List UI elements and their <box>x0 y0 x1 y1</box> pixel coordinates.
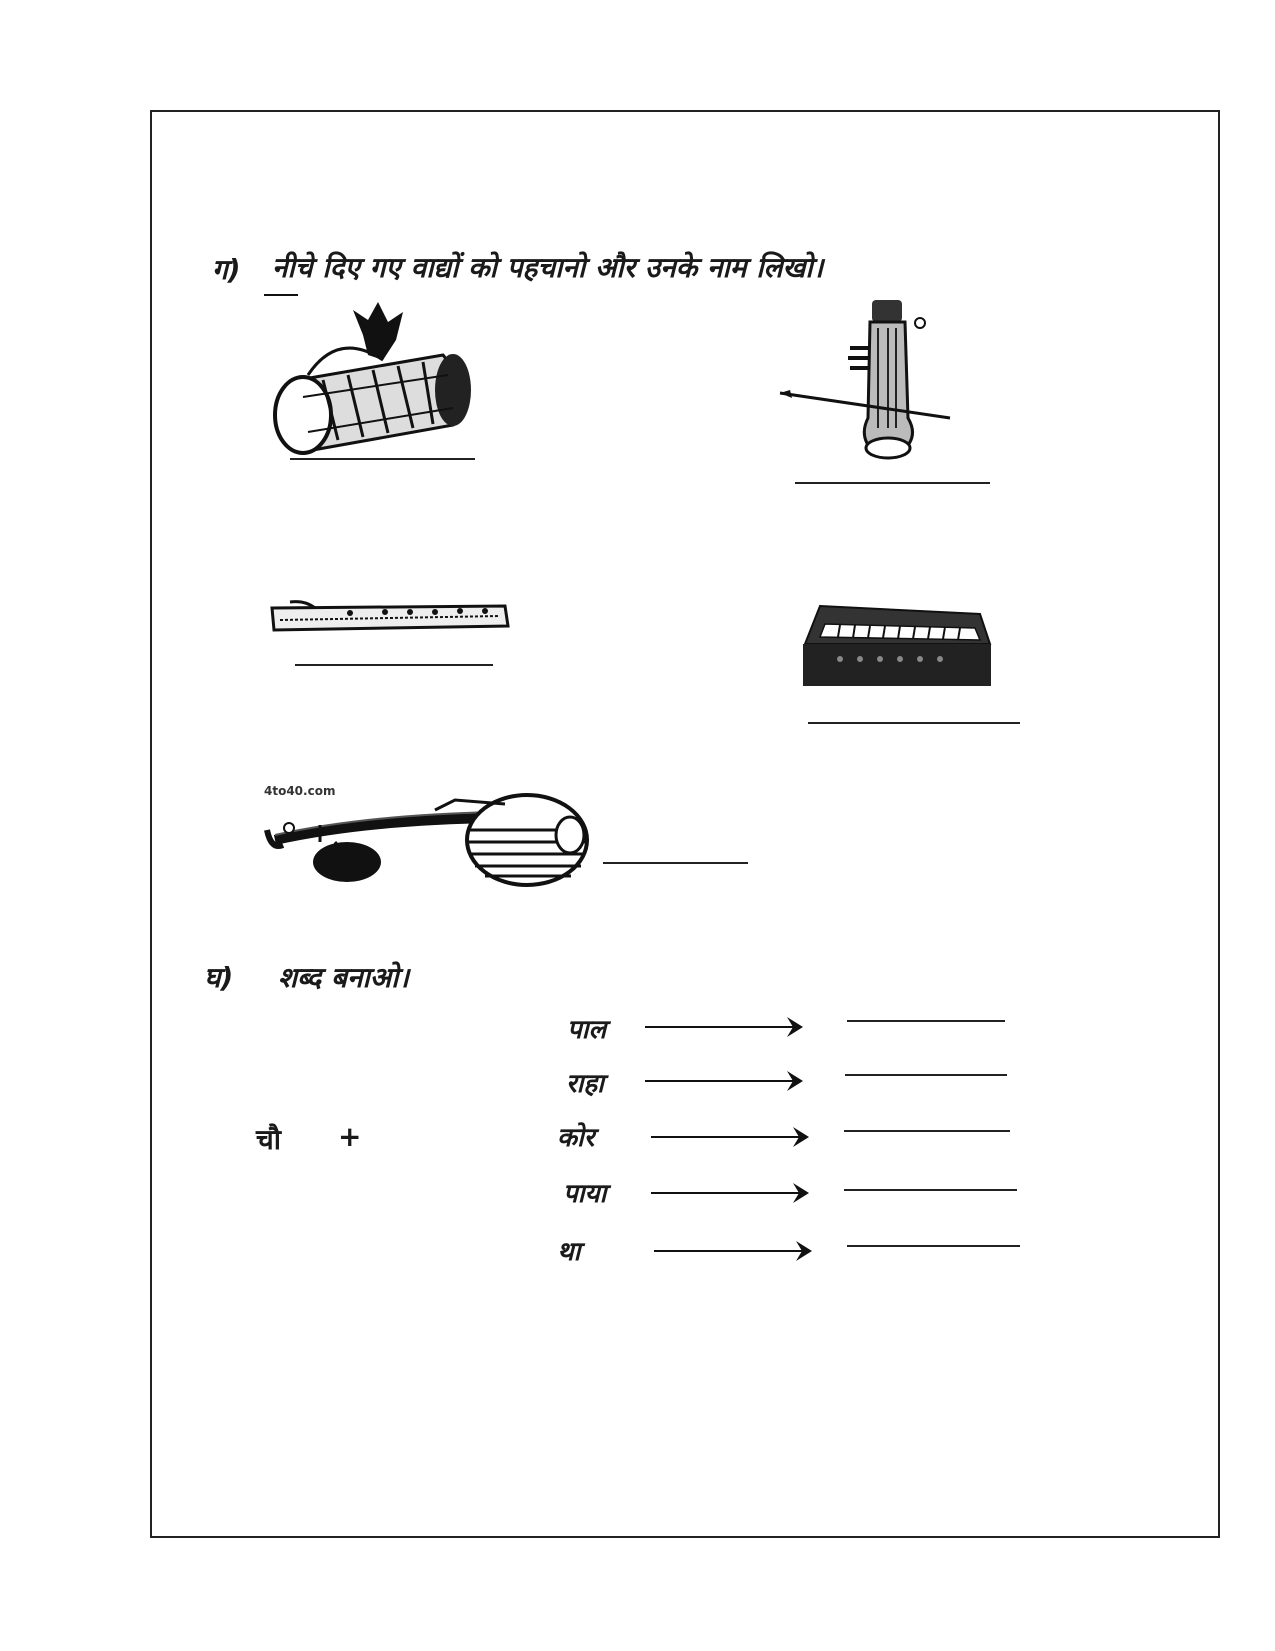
arrow-right-icon <box>651 1122 816 1152</box>
answer-line-word[interactable] <box>844 1189 1017 1191</box>
word-item: पाया <box>563 1179 607 1209</box>
flute-image <box>270 596 510 636</box>
sarangi-image <box>780 298 990 468</box>
answer-line-harmonium[interactable] <box>808 722 1020 724</box>
arrow-right-icon <box>645 1012 810 1042</box>
answer-line-flute[interactable] <box>295 664 493 666</box>
prefix-syllable: चौ <box>256 1123 282 1156</box>
dholak-drum-image <box>268 300 478 460</box>
answer-line-veena[interactable] <box>603 862 748 864</box>
section-gh-marker: घ) <box>204 961 234 994</box>
answer-line-dholak[interactable] <box>290 458 475 460</box>
arrow-right-icon <box>654 1236 819 1266</box>
answer-line-word[interactable] <box>844 1130 1010 1132</box>
word-item: था <box>557 1237 581 1267</box>
plus-sign: + <box>338 1120 362 1153</box>
veena-image <box>265 790 590 890</box>
answer-line-sarangi[interactable] <box>795 482 990 484</box>
word-item: कोर <box>557 1123 595 1153</box>
arrow-right-icon <box>651 1178 816 1208</box>
word-item: पाल <box>567 1015 607 1045</box>
harmonium-image <box>800 604 992 689</box>
answer-line-word[interactable] <box>847 1020 1005 1022</box>
section-gh-instruction: शब्द बनाओ। <box>278 961 410 994</box>
arrow-right-icon <box>645 1066 810 1096</box>
section-g-instruction: नीचे दिए गए वाद्यों को पहचानो और उनके नाम लिखो। <box>272 251 824 284</box>
section-g-marker: ग) <box>212 253 241 286</box>
watermark-text: 4to40.com <box>264 784 336 798</box>
word-item: राहा <box>566 1069 604 1099</box>
answer-line-word[interactable] <box>847 1245 1020 1247</box>
answer-line-word[interactable] <box>845 1074 1007 1076</box>
